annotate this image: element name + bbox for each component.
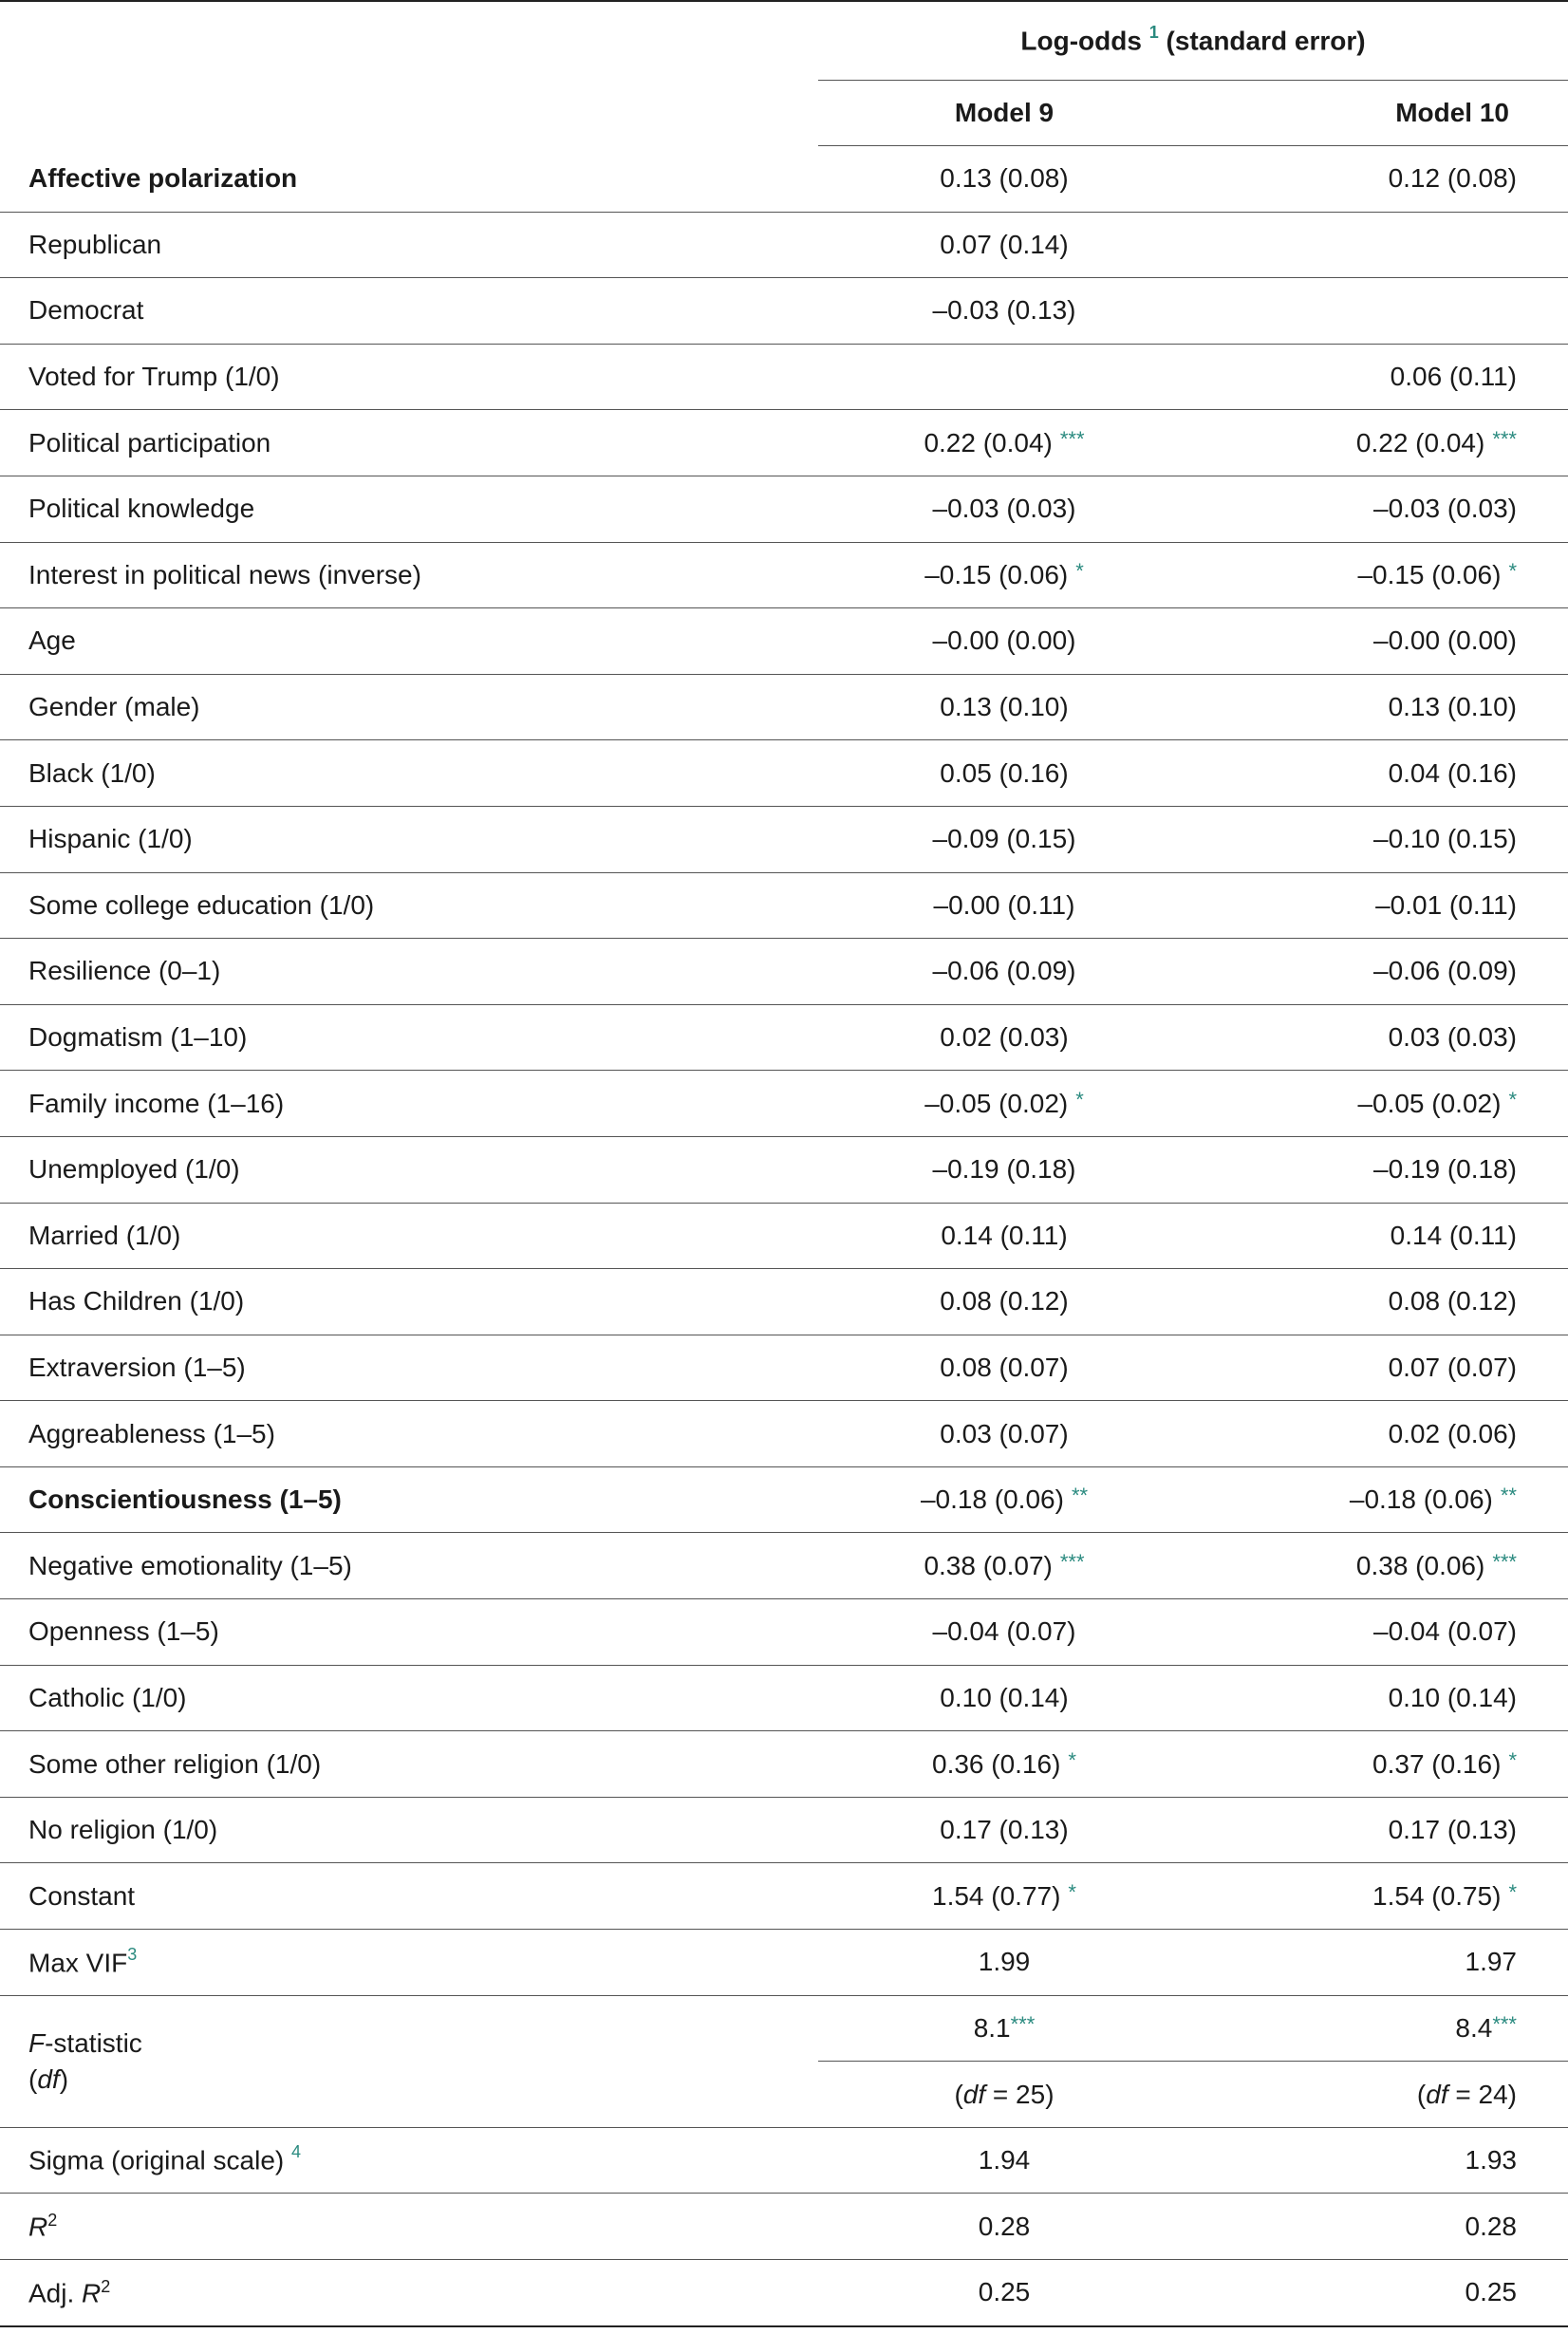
coefficient-value: 0.08 (0.07) (940, 1352, 1069, 1382)
significance-stars: * (1075, 558, 1084, 583)
model-10-cell (1190, 1004, 1568, 1071)
table-row (0, 1533, 1568, 1599)
table-row (0, 1203, 1568, 1269)
significance-stars: *** (1492, 2011, 1517, 2036)
significance-stars: * (1068, 1747, 1076, 1772)
coefficient-value: 1.54 (0.77) (932, 1880, 1061, 1911)
model-10-cell (1190, 608, 1568, 675)
model-9-cell: 0.25 (818, 2260, 1190, 2326)
row-label: F-statistic (df) (0, 1995, 818, 2127)
table-row (0, 476, 1568, 542)
coefficient-value: –0.15 (0.06) (1357, 559, 1502, 589)
coefficient-value: 0.22 (0.04) (924, 427, 1053, 457)
table-row (0, 608, 1568, 675)
table-row (0, 1466, 1568, 1533)
table-row (0, 939, 1568, 1005)
model-10-cell (1190, 1203, 1568, 1269)
model-10-cell (1190, 674, 1568, 740)
coefficient-value: –0.19 (0.18) (932, 1154, 1076, 1185)
significance-stars: ** (1500, 1484, 1517, 1508)
model-9-df: (df = 25) (818, 2062, 1190, 2128)
model-9-cell (818, 1466, 1190, 1533)
model-10-cell (1190, 1797, 1568, 1863)
model-10-cell (1190, 1863, 1568, 1930)
coefficient-value: 0.08 (0.12) (1388, 1286, 1517, 1316)
model-9-cell (818, 1797, 1190, 1863)
table-row (0, 146, 1568, 213)
model-9-cell (818, 1071, 1190, 1137)
model-10-cell (1190, 806, 1568, 872)
model-9-cell (818, 1731, 1190, 1798)
significance-stars: * (1508, 558, 1517, 583)
model-10-cell (1190, 1466, 1568, 1533)
model-10-cell (1190, 1136, 1568, 1203)
table-row (0, 1335, 1568, 1401)
row-label: Affective polarization (28, 163, 298, 194)
coefficient-value: 0.37 (0.16) (1372, 1748, 1502, 1779)
model-9-cell (818, 1599, 1190, 1666)
model-9-cell (818, 872, 1190, 939)
table-row (0, 1071, 1568, 1137)
f-statistic-row (0, 1995, 1568, 2062)
row-label: Max VIF$^3$ (0, 1930, 818, 1996)
model-10-cell (1190, 344, 1568, 410)
table-row (0, 1599, 1568, 1666)
coefficient-value: 0.13 (0.10) (940, 692, 1069, 722)
model-10-cell (1190, 146, 1568, 213)
model-9-cell (818, 939, 1190, 1005)
table-row (0, 1136, 1568, 1203)
coefficient-value: –0.00 (0.11) (933, 889, 1075, 920)
coefficient-value: –0.18 (0.06) (1349, 1484, 1493, 1515)
footnote-marker: 3 (127, 1944, 138, 1964)
model-10-cell (1190, 740, 1568, 807)
model-10-cell (1190, 476, 1568, 542)
model-9-cell (818, 1665, 1190, 1731)
row-label: Openness (1–5) (0, 1599, 818, 1666)
coefficient-value: –0.00 (0.00) (932, 626, 1076, 656)
model-9-cell (818, 1203, 1190, 1269)
coefficient-value: 0.12 (0.08) (1388, 163, 1517, 194)
row-label: Republican (0, 212, 818, 278)
coefficient-value: 0.17 (0.13) (1388, 1815, 1517, 1845)
header-group-label: Log-odds $^1$ (standard error) (818, 2, 1568, 81)
max-vif-row (0, 1930, 1568, 1996)
coefficient-value: –0.15 (0.06) (924, 559, 1069, 589)
table-row (0, 278, 1568, 345)
model-9-cell (818, 146, 1190, 213)
coefficient-value: –0.01 (0.11) (1375, 889, 1517, 920)
coefficient-value: –0.18 (0.06) (920, 1484, 1064, 1515)
coefficient-value: 0.03 (0.07) (940, 1418, 1069, 1448)
table-row (0, 1863, 1568, 1930)
model-10-cell (1190, 1599, 1568, 1666)
coefficient-value: –0.06 (0.09) (1373, 956, 1517, 986)
coefficient-value: 0.03 (0.03) (1388, 1022, 1517, 1053)
significance-stars: *** (1492, 426, 1517, 451)
row-label: Negative emotionality (1–5) (0, 1533, 818, 1599)
table-row (0, 1731, 1568, 1798)
significance-stars: *** (1059, 426, 1085, 451)
model-9-cell: 1.99 (818, 1930, 1190, 1996)
row-label: Age (0, 608, 818, 675)
coefficient-value: –0.03 (0.13) (932, 295, 1076, 326)
model-10-cell (1190, 1335, 1568, 1401)
table-row (0, 872, 1568, 939)
coefficient-value: 1.54 (0.75) (1372, 1880, 1502, 1911)
coefficient-value: 0.14 (0.11) (1390, 1220, 1517, 1250)
sigma-row (0, 2127, 1568, 2194)
row-label: Political knowledge (0, 476, 818, 542)
row-label: Constant (0, 1863, 818, 1930)
model-9-cell (818, 212, 1190, 278)
coefficient-value: 0.13 (0.08) (940, 163, 1069, 194)
model-10-cell (1190, 212, 1568, 278)
coefficient-value: 0.10 (0.14) (1388, 1682, 1517, 1712)
footnote-marker: 1 (1148, 23, 1159, 43)
model-10-cell (1190, 1071, 1568, 1137)
model-10-cell: 8.4*** (1190, 1995, 1568, 2062)
model-9-cell (818, 674, 1190, 740)
model-10-cell (1190, 542, 1568, 608)
significance-stars: *** (1010, 2011, 1036, 2036)
coefficient-value: 0.14 (0.11) (941, 1220, 1068, 1250)
model-9-cell (818, 740, 1190, 807)
row-label: Adj. $R^2$ (0, 2260, 818, 2326)
table-row (0, 1797, 1568, 1863)
coefficient-value: –0.10 (0.15) (1373, 824, 1517, 854)
coefficient-value: –0.00 (0.00) (1373, 626, 1517, 656)
header-model-row (0, 81, 1568, 146)
row-label: No religion (1/0) (0, 1797, 818, 1863)
model-10-cell: 0.25 (1190, 2260, 1568, 2326)
model-9-cell (818, 476, 1190, 542)
row-label: $R^2$ (0, 2194, 818, 2260)
coefficient-value: 0.02 (0.06) (1388, 1418, 1517, 1448)
model-9-cell (818, 1533, 1190, 1599)
significance-stars: ** (1071, 1484, 1089, 1508)
row-label: Family income (1–16) (0, 1071, 818, 1137)
model-10-df: (df = 24) (1190, 2062, 1568, 2128)
coefficient-value: 0.17 (0.13) (940, 1815, 1069, 1845)
significance-stars: * (1075, 1087, 1084, 1111)
row-label: Gender (male) (0, 674, 818, 740)
model-9-cell (818, 1401, 1190, 1467)
coefficient-value: –0.19 (0.18) (1373, 1154, 1517, 1185)
coefficient-value: 0.07 (0.07) (1388, 1352, 1517, 1382)
model-9-cell (818, 410, 1190, 476)
significance-stars: * (1508, 1879, 1517, 1904)
row-label: Hispanic (1/0) (0, 806, 818, 872)
significance-stars: * (1508, 1087, 1517, 1111)
significance-stars: * (1068, 1879, 1076, 1904)
table-row (0, 674, 1568, 740)
row-label: Democrat (0, 278, 818, 345)
row-label: Unemployed (1/0) (0, 1136, 818, 1203)
row-label: Conscientiousness (1–5) (0, 1466, 818, 1533)
table-row (0, 740, 1568, 807)
model-10-cell (1190, 1665, 1568, 1731)
coefficient-value: –0.03 (0.03) (1373, 494, 1517, 524)
row-label: Aggreableness (1–5) (0, 1401, 818, 1467)
row-label: Some college education (1/0) (0, 872, 818, 939)
row-label: Has Children (1/0) (0, 1269, 818, 1335)
row-label: Black (1/0) (0, 740, 818, 807)
coefficient-value: 0.07 (0.14) (940, 229, 1069, 259)
coefficient-value: 0.02 (0.03) (940, 1022, 1069, 1053)
coefficient-value: –0.05 (0.02) (1357, 1088, 1502, 1118)
model-10-cell (1190, 278, 1568, 345)
model-10-cell (1190, 939, 1568, 1005)
row-label: Married (1/0) (0, 1203, 818, 1269)
significance-stars: * (1508, 1747, 1517, 1772)
coefficient-value: –0.05 (0.02) (924, 1088, 1069, 1118)
coefficient-value: 0.08 (0.12) (940, 1286, 1069, 1316)
r-squared-row (0, 2194, 1568, 2260)
coefficient-value: –0.04 (0.07) (932, 1616, 1076, 1647)
footnote-marker: 4 (291, 2142, 302, 2162)
table-row (0, 1004, 1568, 1071)
model-9-cell (818, 542, 1190, 608)
model-9-cell (818, 1335, 1190, 1401)
header-model-10: Model 10 (1190, 81, 1568, 146)
row-label: Dogmatism (1–10) (0, 1004, 818, 1071)
table-row (0, 344, 1568, 410)
table-row (0, 410, 1568, 476)
row-label: Sigma (original scale) $^4$ (0, 2127, 818, 2194)
table-row (0, 1401, 1568, 1467)
coefficient-value: 0.13 (0.10) (1388, 692, 1517, 722)
coefficient-value: 0.36 (0.16) (932, 1748, 1061, 1779)
row-label: Interest in political news (inverse) (0, 542, 818, 608)
adj-r-squared-row (0, 2260, 1568, 2326)
table-row (0, 542, 1568, 608)
significance-stars: *** (1059, 1549, 1085, 1574)
coefficient-value: 0.06 (0.11) (1390, 362, 1517, 392)
row-label: Extraversion (1–5) (0, 1335, 818, 1401)
model-10-cell (1190, 1269, 1568, 1335)
model-10-cell (1190, 872, 1568, 939)
table-row (0, 806, 1568, 872)
model-10-cell (1190, 1401, 1568, 1467)
model-9-cell (818, 1004, 1190, 1071)
table-row (0, 1269, 1568, 1335)
table-row (0, 212, 1568, 278)
coefficient-value: 0.05 (0.16) (940, 757, 1069, 788)
model-9-cell: 0.28 (818, 2194, 1190, 2260)
model-9-cell (818, 344, 1190, 410)
table-row (0, 1665, 1568, 1731)
coefficient-value: 0.38 (0.07) (924, 1550, 1053, 1580)
coefficient-value: 0.22 (0.04) (1355, 427, 1485, 457)
coefficient-value: –0.03 (0.03) (932, 494, 1076, 524)
coefficient-value: –0.09 (0.15) (932, 824, 1076, 854)
model-9-cell (818, 278, 1190, 345)
row-label: Political participation (0, 410, 818, 476)
coefficient-value: 0.04 (0.16) (1388, 757, 1517, 788)
coefficient-value: 0.38 (0.06) (1355, 1550, 1485, 1580)
model-10-cell (1190, 1731, 1568, 1798)
model-9-cell (818, 1863, 1190, 1930)
row-label: Resilience (0–1) (0, 939, 818, 1005)
model-9-cell (818, 608, 1190, 675)
model-10-cell: 1.97 (1190, 1930, 1568, 1996)
coefficient-value: 0.10 (0.14) (940, 1682, 1069, 1712)
row-label: Voted for Trump (1/0) (0, 344, 818, 410)
model-9-cell (818, 1269, 1190, 1335)
model-9-cell (818, 1136, 1190, 1203)
model-10-cell (1190, 410, 1568, 476)
row-label: Catholic (1/0) (0, 1665, 818, 1731)
model-10-cell (1190, 1533, 1568, 1599)
model-9-cell: 8.1*** (818, 1995, 1190, 2062)
significance-stars: *** (1492, 1549, 1517, 1574)
coefficient-value: –0.04 (0.07) (1373, 1616, 1517, 1647)
model-9-cell (818, 806, 1190, 872)
coefficient-value: –0.06 (0.09) (932, 956, 1076, 986)
row-label: Some other religion (1/0) (0, 1731, 818, 1798)
header-group-row (0, 2, 1568, 81)
model-10-cell: 1.93 (1190, 2127, 1568, 2194)
model-9-cell: 1.94 (818, 2127, 1190, 2194)
header-model-9: Model 9 (818, 81, 1190, 146)
model-10-cell: 0.28 (1190, 2194, 1568, 2260)
